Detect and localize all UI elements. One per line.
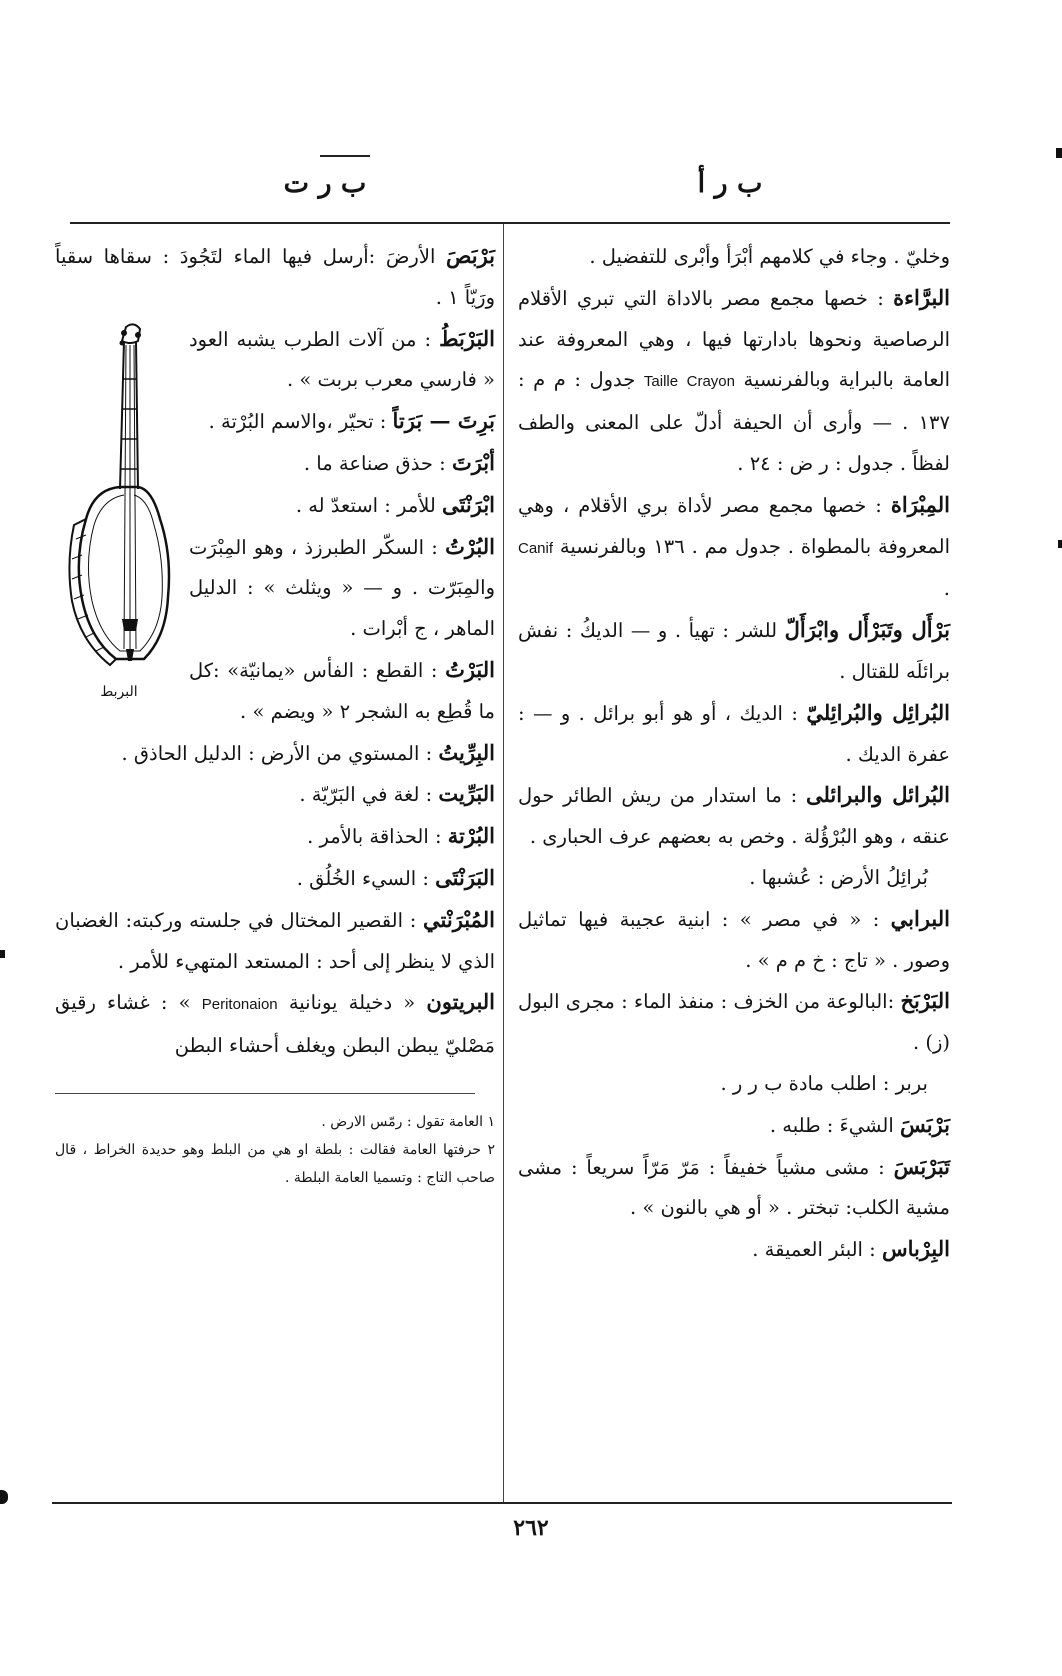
dictionary-entry xyxy=(518,1064,950,1105)
definition: « دخيلة يونانية xyxy=(288,991,416,1015)
dictionary-entry xyxy=(55,900,495,983)
header-rule xyxy=(70,222,950,224)
latin-term: Crayon xyxy=(686,373,735,391)
headword: أبْرَتَ xyxy=(451,449,495,475)
headword: البُرائل والبرائلى xyxy=(805,782,951,808)
dictionary-entry xyxy=(518,1105,950,1147)
definition: للأمر : استعدّ له . xyxy=(295,493,436,517)
dictionary-entry xyxy=(518,899,950,982)
definition: بربر : اطلب مادة ب ر ر . xyxy=(720,1071,928,1095)
definition: : المستوي من الأرض : الدليل الحاذق . xyxy=(121,741,433,765)
headword: البَرَنْتَى xyxy=(435,864,495,890)
definition: : تحيّر ،والاسم البُرْتة . xyxy=(208,410,387,434)
edge-mark xyxy=(1056,148,1062,158)
definition: :البالوعة من الخزف : منفذ الماء : مجرى البول (ز) . xyxy=(518,990,950,1055)
footnote: ١ العامة تقول : رمّس الارض . xyxy=(321,1113,495,1130)
headword: البُرْتُ xyxy=(445,533,495,559)
definition: جدول : م م : ١٣٧ . — وأرى أن الحيفة أدلّ على المعنى والطف لفظاً . جدول : ر ض : ٢٤ . xyxy=(518,368,950,475)
headword: البِرْباس xyxy=(881,1236,950,1262)
dictionary-entry xyxy=(55,858,495,900)
illustration-caption: البربط xyxy=(100,683,138,700)
definition: : ما استدار من ريش الطائر حول عنقه ، وهو البُرْؤُلة . وخص به بعضهم عرف الحبارى . xyxy=(518,784,950,849)
footer-rule xyxy=(52,1502,952,1504)
edge-mark xyxy=(0,950,5,958)
definition: الشيءَ : طلبه . xyxy=(769,1113,894,1137)
edge-mark xyxy=(1058,540,1062,548)
latin-term: Peritonaion xyxy=(201,996,278,1014)
headword: البُرْتة xyxy=(447,823,495,849)
definition: : القطع : الفأس «يمانيّة» :كل ما قُطِع به الشجر ٢ « ويضم » . xyxy=(189,658,495,723)
headword: المِبْرَاة xyxy=(890,491,951,517)
definition: للشر : تهيأ . و — الديكُ : نفش برائلَه للقتال . xyxy=(518,619,950,683)
header-ornament-dash xyxy=(320,155,370,157)
latin-term: Canif xyxy=(518,539,554,557)
definition: : خصها مجمع مصر بالاداة التي تبري الأقلام الرصاصية ونحوها بادارتها فيها ، وهي المعروفة عند العامة بالبراية وبالفرنسية xyxy=(518,286,950,392)
dictionary-entry xyxy=(518,775,950,858)
definition: » : غشاء رقيق مَصْليّ يبطن البطن ويغلف أحشاء البطن xyxy=(55,991,495,1058)
right-column xyxy=(518,236,950,1271)
definition: : البئر العميقة . xyxy=(752,1238,876,1262)
definition: : السكّر الطبرزذ ، وهو المِبْرَت والمِبَرّت . و — « ويثلث » : الدليل الماهر ، ج أبْرات . xyxy=(189,535,495,641)
latin-term: Taille xyxy=(643,373,679,391)
headword: البَرِّيت xyxy=(438,781,495,807)
definition: : القصير المختال في جلسته وركبته: الغضبان الذي لا ينظر إلى أحد : المستعد المتهيء للأمر . xyxy=(55,908,495,973)
dictionary-entry xyxy=(518,1147,950,1230)
definition: : الديك ، أو هو أبو برائل . و — : عفرة الديك . xyxy=(518,701,950,766)
definition: : مشى مشياً خفيفاً : مَرّ مَرّاً سريعاً : مشى مشية الكلب: تبختر . « أو هي بالنون » . xyxy=(518,1155,950,1220)
definition: : لغة في البَرّيّة . xyxy=(299,783,433,807)
lute-icon xyxy=(64,319,174,679)
headword: بَرْبَسَ xyxy=(899,1111,950,1137)
header-root-right: ب ر أ xyxy=(697,168,763,199)
dictionary-entry xyxy=(55,982,495,1067)
headword: البُرائِل والبُرائِليّ xyxy=(806,699,950,725)
dictionary-entry xyxy=(518,858,950,899)
dictionary-entry xyxy=(518,981,950,1064)
definition: : حذق صناعة ما . xyxy=(303,451,446,475)
definition: : من آلات الطرب يشبه العود « فارسي معرب بربت » . xyxy=(189,327,495,392)
definition: : السيء الخُلُق . xyxy=(296,866,429,890)
footnote: ٢ حرفتها العامة فقالت : بلطة او هي من البلط وهو حديدة الخراط ، قال صاحب التاج : وتسميا العامة البلطة . xyxy=(55,1141,495,1186)
header-root-left: ب ر ت xyxy=(283,168,367,199)
headword: البِرِّيتُ xyxy=(438,739,495,765)
dictionary-entry xyxy=(55,774,495,816)
dictionary-entry xyxy=(55,816,495,858)
dictionary-entry xyxy=(55,733,495,775)
dictionary-entry: وخليّ . وجاء في كلامهم أبْرَأ وأبْرى للتفضيل . xyxy=(589,245,950,268)
headword: المُبْرَنْتي xyxy=(423,906,495,932)
dictionary-entry xyxy=(518,1229,950,1271)
headword: البرابي xyxy=(890,905,950,931)
headword: البَرْبَطُ xyxy=(439,325,496,351)
footnote-rule xyxy=(55,1093,475,1094)
definition: : الحذاقة بالأمر . xyxy=(307,825,442,849)
page-number: ٢٦٢ xyxy=(513,1515,549,1541)
headword: تَبَرْبَسَ xyxy=(893,1153,950,1179)
headword: البرَّاءة xyxy=(893,284,951,310)
headword: بَرْبَصَ xyxy=(446,243,496,268)
headword: بَرْأَل وتَبَرْأَل وابْرَأَلّ xyxy=(784,617,950,643)
headword: البَرْبَخ xyxy=(900,988,950,1014)
headword: بَرِتَ — بَرَتاً xyxy=(392,408,495,434)
definition: : « في مصر » : ابنية عجيبة فيها تماثيل وصور . « تاج : خ م م » . xyxy=(518,907,950,972)
edge-mark xyxy=(0,1490,8,1504)
dictionary-entry xyxy=(55,236,495,319)
definition: بُرائِلُ الأرض : عُشبها . xyxy=(749,865,928,889)
left-column xyxy=(55,236,495,1192)
headword: البريتون xyxy=(426,989,496,1015)
dictionary-entry: المِبْرَاة : خصها مجمع مصر لأداة بري الأقلام ، وهي المعروفة بالمطواة . جدول مم . ١٣٦ وبالفرنسية Canif . xyxy=(518,491,951,601)
headword: البَرْتُ xyxy=(445,656,495,682)
definition: : خصها مجمع مصر لأداة بري الأقلام ، وهي المعروفة بالمطواة . جدول مم . ١٣٦ وبالفرنسية xyxy=(518,493,951,558)
dictionary-entry xyxy=(518,278,950,485)
dictionary-entry xyxy=(518,693,950,776)
column-divider xyxy=(503,224,504,1502)
lute-barbat-illustration xyxy=(59,319,179,699)
headword: ابْرَنْتَى xyxy=(442,491,495,517)
definition: الأرضَ :أرسل فيها الماء لتَجُودَ : سقاها سقياً ورَيّاً ١ . xyxy=(55,245,495,309)
dictionary-entry xyxy=(518,610,950,693)
